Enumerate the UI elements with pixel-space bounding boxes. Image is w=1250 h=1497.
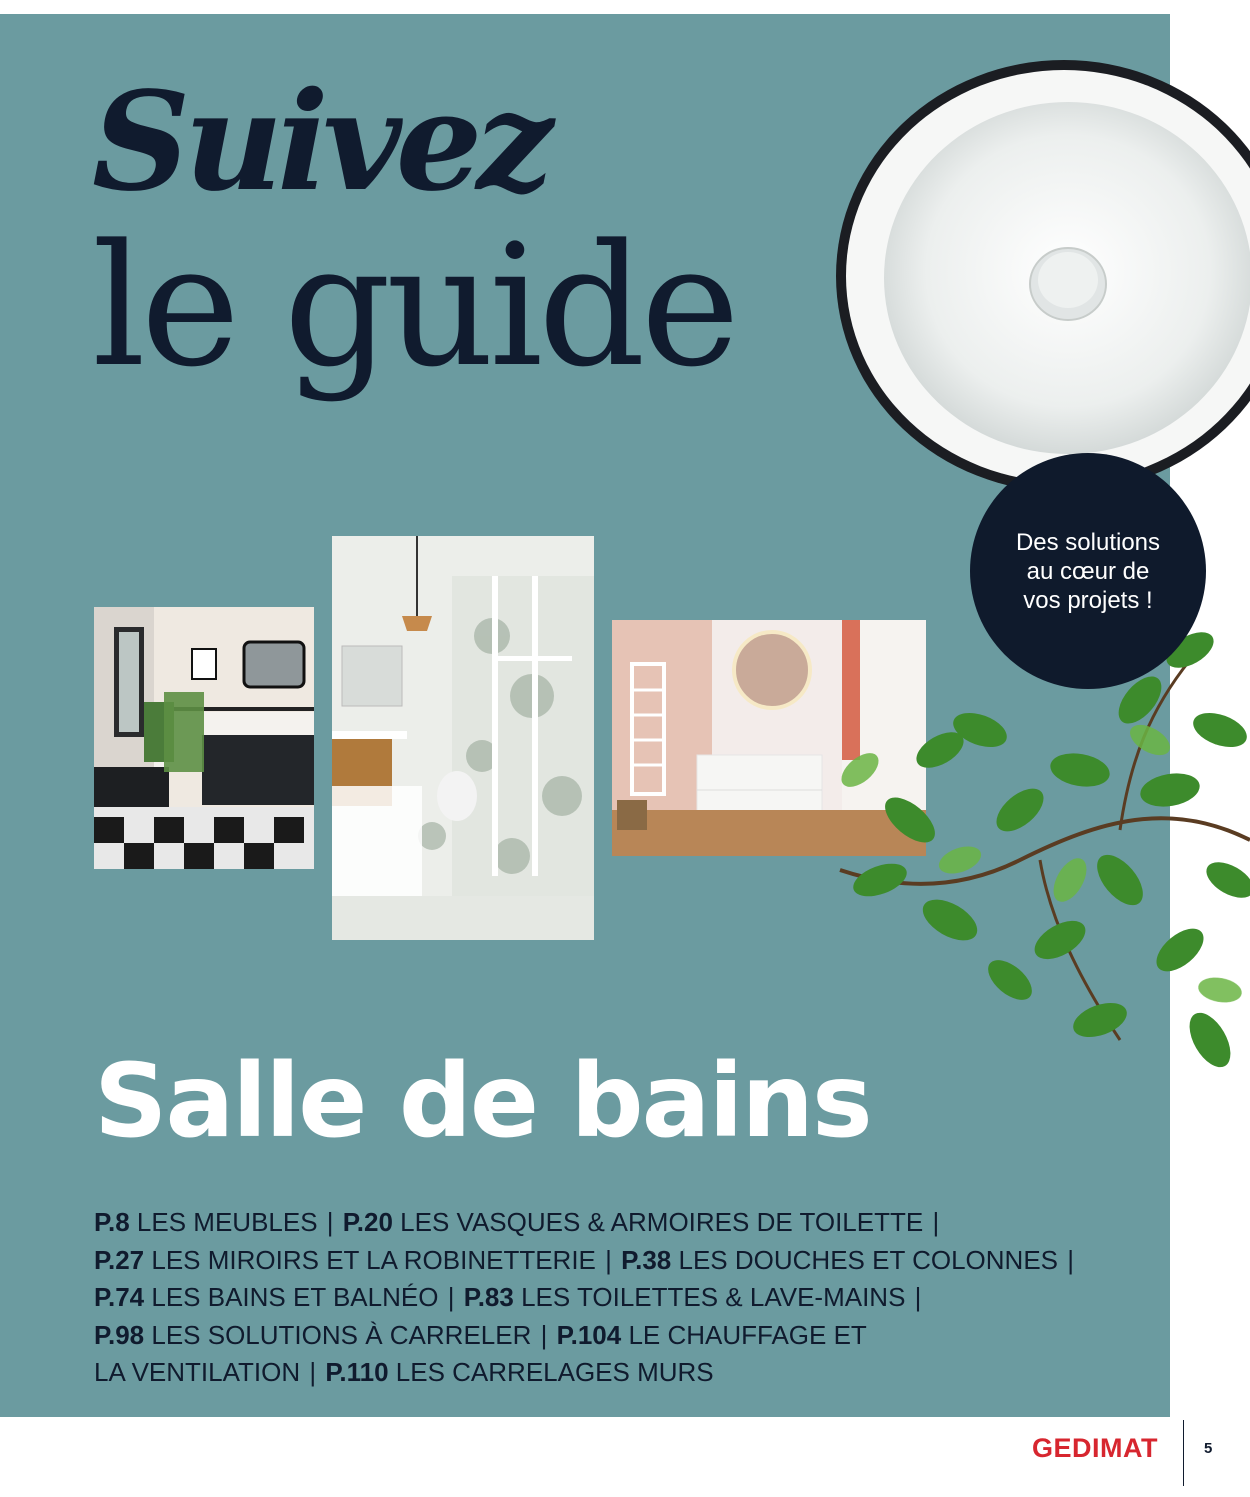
heading-line-1: Suivez (92, 62, 548, 222)
washbasin-image (836, 60, 1250, 495)
green-branch-decoration (820, 620, 1250, 1100)
table-of-contents: P.8 LES MEUBLES | P.20 LES VASQUES & ARMOIRES DE TOILETTE | P.27 LES MIROIRS ET LA ROBINETTERIE | P.38 LES DOUCHES ET COLONNES | P.74 LES BAINS ET BALNÉO | P.83 LES TOILETTES & LAVE-MAINS | P.98 LES SOLUTIONS À CARRELER | P.104 LE CHAUFFAGE ET LA VENTILATION | P.110 LES CARRELAGES MURS (94, 1207, 1075, 1387)
toc-page: P.74 (94, 1282, 145, 1312)
toc-label: LES TOILETTES & LAVE-MAINS (521, 1282, 906, 1312)
gedimat-logo: GEDIMAT (1032, 1433, 1158, 1463)
section-title: Salle de bains (94, 1042, 871, 1161)
toc-page: P.38 (621, 1244, 672, 1275)
tagline-badge (970, 453, 1206, 689)
toc-label: LA VENTILATION (94, 1357, 301, 1387)
bathroom-photo-black-vanity (94, 607, 314, 869)
badge-line: vos projets ! (1023, 586, 1153, 614)
heading-line-2: le guide (92, 208, 735, 404)
toc-label: LES VASQUES & ARMOIRES DE TOILETTE (400, 1207, 924, 1237)
toc-page: P.8 (94, 1207, 130, 1237)
bathroom-photo-marble-shower (332, 536, 594, 940)
toc-label: LE CHAUFFAGE ET (628, 1319, 867, 1350)
toc-page: P.83 (463, 1282, 514, 1312)
page-number: 5 (1204, 1440, 1213, 1457)
toc-page: P.98 (94, 1319, 145, 1350)
toc-label: LES BAINS ET BALNÉO (151, 1282, 439, 1312)
toc-label: LES SOLUTIONS À CARRELER (151, 1319, 532, 1350)
toc-label: LES DOUCHES ET COLONNES (678, 1244, 1059, 1275)
toc-label: LES CARRELAGES MURS (395, 1357, 714, 1387)
toc-label: LES MIROIRS ET LA ROBINETTERIE (151, 1244, 596, 1275)
toc-page: P.110 (325, 1357, 389, 1387)
toc-page: P.104 (556, 1319, 622, 1350)
toc-label: LES MEUBLES (136, 1207, 318, 1237)
footer-divider (1183, 1420, 1184, 1486)
badge-line: au cœur de (1026, 557, 1150, 585)
toc-page: P.20 (342, 1207, 393, 1237)
badge-line: Des solutions (1015, 528, 1161, 556)
toc-page: P.27 (94, 1244, 145, 1275)
